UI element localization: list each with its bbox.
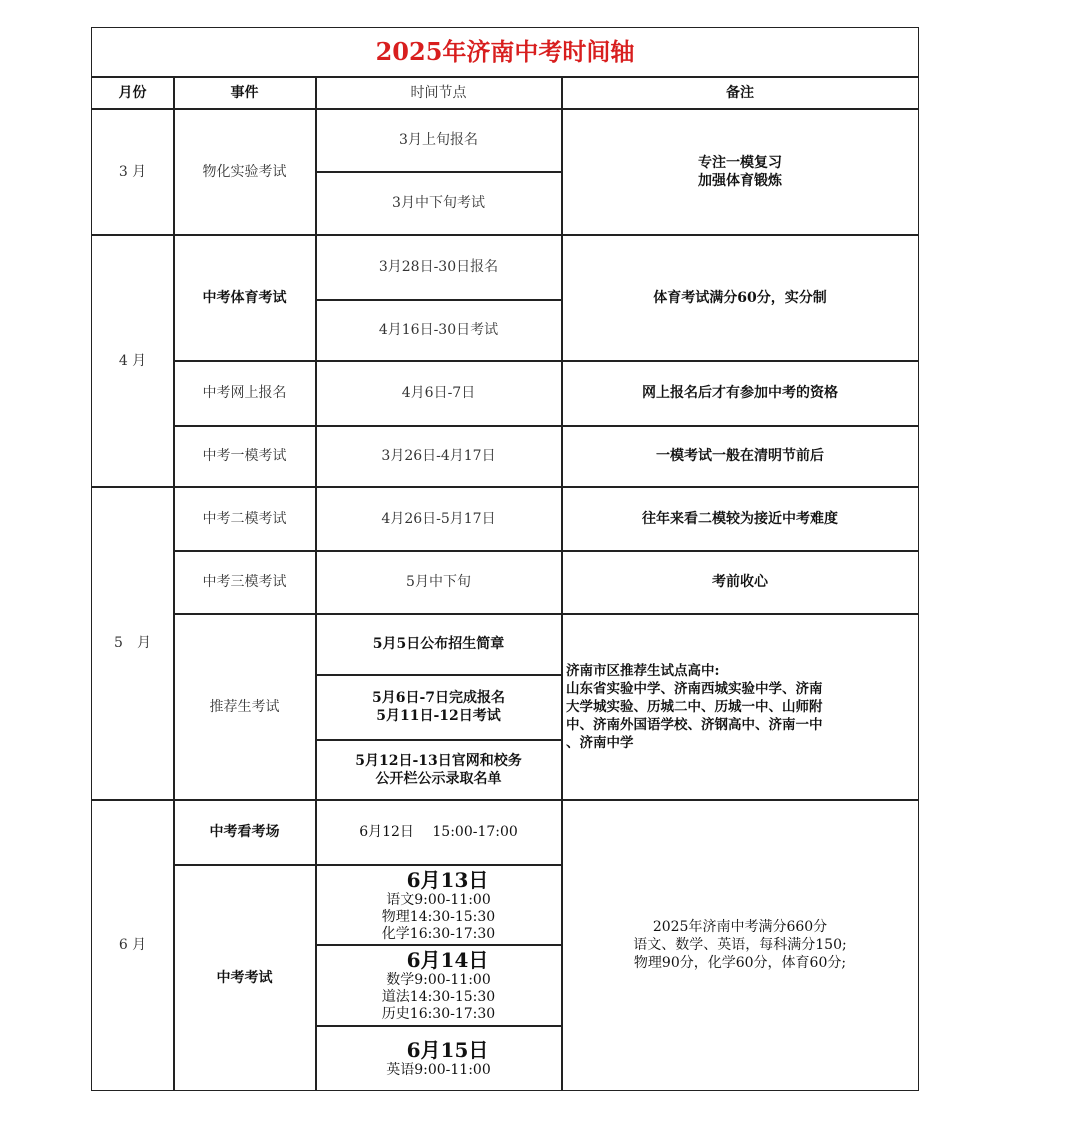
time-mock1: 3月26日-4月17日 — [381, 448, 496, 464]
time-mock3: 5月中下旬 — [406, 574, 471, 590]
exam-day-2-slot: 道法14:30-15:30 — [381, 989, 496, 1005]
header-time: 时间节点 — [410, 84, 467, 101]
time-recommend-announce: 5月5日公布招生简章 — [372, 636, 505, 652]
header-note: 备注 — [726, 84, 754, 101]
exam-day-2-slot: 数学9:00-11:00 — [386, 972, 491, 988]
time-recommend-register: 5月6日-7日完成报名 5月11日-12日考试 — [371, 690, 506, 724]
time-visit-venue: 6月12日 15:00-17:00 — [359, 824, 518, 840]
exam-day-2 — [316, 948, 561, 1024]
timeline-table — [91, 27, 919, 1091]
note-mock3: 考前收心 — [712, 574, 768, 590]
event-visit-venue: 中考看考场 — [209, 824, 280, 840]
time-pe-exam: 4月16日-30日考试 — [378, 322, 499, 338]
exam-day-1-slot: 化学16:30-17:30 — [381, 926, 496, 942]
event-mock3: 中考三模考试 — [202, 574, 287, 590]
note-final-exam: 2025年济南中考满分660分 语文、数学、英语，每科满分150; 物理90分，化学60分，体育60分; — [633, 919, 847, 971]
note-march: 专注一模复习 加强体育锻炼 — [698, 154, 782, 189]
time-pe-register: 3月28日-30日报名 — [378, 259, 499, 275]
month-may: 5 月 — [114, 635, 151, 651]
time-mock2: 4月26日-5月17日 — [381, 510, 496, 527]
event-recommend: 推荐生考试 — [209, 698, 280, 715]
event-lab-exam: 物化实验考试 — [202, 163, 287, 180]
note-online-register: 网上报名后才有参加中考的资格 — [642, 385, 838, 401]
event-mock1: 中考一模考试 — [202, 448, 287, 464]
event-pe-exam: 中考体育考试 — [202, 289, 287, 306]
time-lab-exam: 3月中下旬考试 — [392, 195, 485, 211]
exam-day-3-date: 6月15日 — [406, 1038, 489, 1062]
page-title: 2025年济南中考时间轴 — [375, 37, 635, 66]
exam-day-1 — [316, 868, 561, 944]
note-recommend: 济南市区推荐生试点高中: 山东省实验中学、济南西城实验中学、济南 大学城实验、历城二中、历城一中、山师附 中、济南外国语学校、济钢高中、济南一中 、济南中学 — [566, 662, 823, 751]
event-final-exam: 中考考试 — [216, 969, 273, 986]
exam-day-3-slot: 英语9:00-11:00 — [386, 1062, 491, 1078]
note-pe: 体育考试满分60分，实分制 — [653, 289, 827, 306]
month-june: 6 月 — [118, 937, 147, 953]
month-march: 3 月 — [118, 163, 147, 180]
month-april: 4 月 — [118, 352, 147, 369]
exam-day-2-date: 6月14日 — [406, 948, 489, 972]
exam-day-2-slot: 历史16:30-17:30 — [381, 1006, 496, 1022]
note-mock2: 往年来看二模较为接近中考难度 — [642, 510, 838, 527]
note-mock1: 一模考试一般在清明节前后 — [656, 448, 824, 464]
time-online-register: 4月6日-7日 — [401, 385, 476, 401]
time-recommend-result: 5月12日-13日官网和校务 公开栏公示录取名单 — [355, 752, 522, 787]
time-lab-register: 3月上旬报名 — [399, 132, 478, 148]
exam-day-1-date: 6月13日 — [406, 868, 489, 892]
event-online-register: 中考网上报名 — [202, 385, 287, 401]
exam-day-1-slot: 语文9:00-11:00 — [386, 892, 491, 908]
exam-day-3 — [316, 1038, 561, 1088]
exam-day-1-slot: 物理14:30-15:30 — [381, 909, 496, 925]
event-mock2: 中考二模考试 — [202, 510, 287, 527]
header-event: 事件 — [230, 84, 259, 101]
header-month: 月份 — [118, 84, 147, 101]
